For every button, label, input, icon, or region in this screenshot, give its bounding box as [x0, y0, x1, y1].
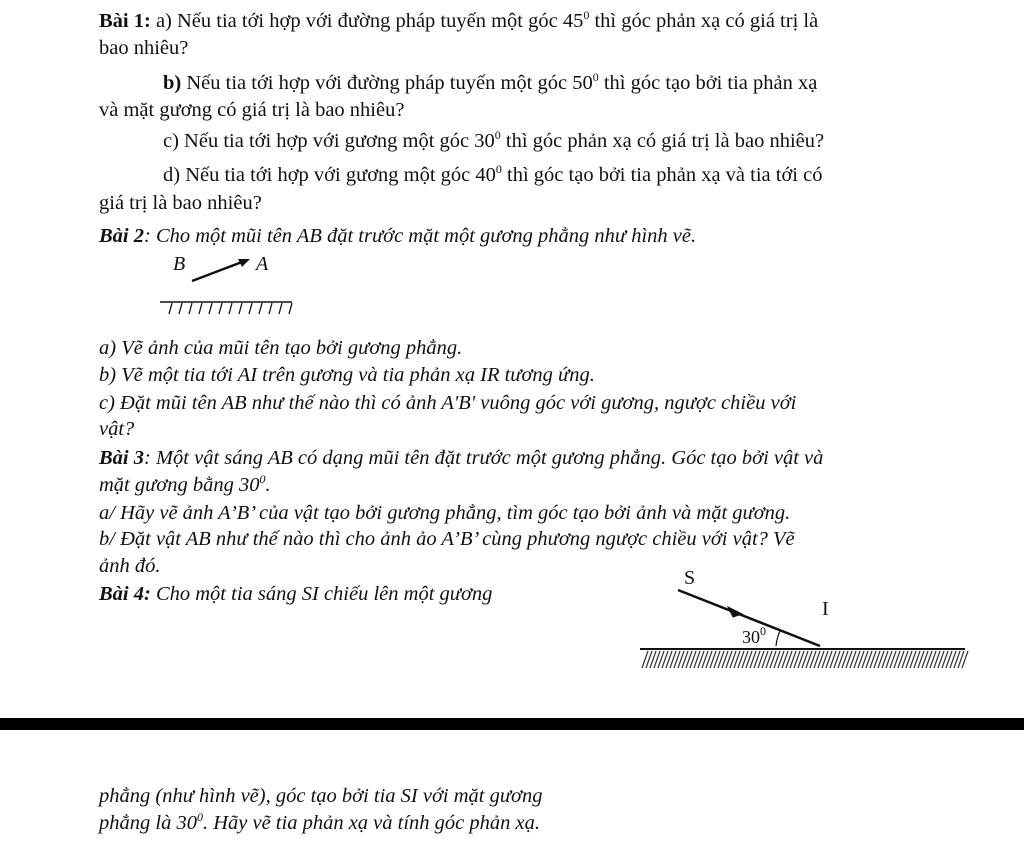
bai1-a-line2: bao nhiêu?	[99, 37, 189, 59]
angle-arc	[776, 631, 780, 646]
bai4-cont-line1: phẳng (như hình vẽ), góc tạo bởi tia SI với mặt gương	[99, 785, 543, 807]
angle-value: 30	[742, 627, 760, 647]
degree-sup: 0	[196, 810, 203, 824]
bai1-b-text: Nếu tia tới hợp với đường pháp tuyến một góc 50	[181, 72, 593, 94]
bai2-label-a: A	[256, 253, 269, 275]
bai4-cont-line2	[99, 810, 540, 836]
bai3-line2-end: .	[265, 474, 271, 496]
bai1-c-text: c) Nếu tia tới hợp với gương một góc 30	[163, 130, 495, 152]
bai3-b-line1: b/ Đặt vật AB như thế nào thì cho ảnh ảo A’B’ cùng phương ngược chiều với vật? Vẽ	[99, 528, 795, 550]
bai2-c-line1: c) Đặt mũi tên AB như thế nào thì có ảnh A'B' vuông góc với gương, ngược chiều với	[99, 392, 797, 414]
bai3-line2-text: mặt gương bằng 30	[99, 474, 260, 496]
bai2-title: Bài 2	[99, 225, 144, 247]
bai1-c-text-end: thì góc phản xạ có giá trị là bao nhiêu?	[500, 130, 825, 152]
bai4-label-i: I	[822, 598, 829, 620]
bai3-title: Bài 3	[99, 447, 144, 469]
bai4-label-s: S	[684, 567, 696, 589]
bai1-b-line2: và mặt gương có giá trị là bao nhiêu?	[99, 99, 405, 121]
bai2-a: a) Vẽ ảnh của mũi tên tạo bởi gương phẳng.	[99, 337, 463, 359]
bai2-label-b: B	[173, 253, 186, 275]
bai1-b-text-end: thì góc tạo bởi tia phản xạ	[598, 72, 818, 94]
bai4-line1-text: Cho một tia sáng SI chiếu lên một gương	[150, 583, 493, 605]
bai3-b-line2: ảnh đó.	[99, 555, 161, 577]
bai3-line1-text: : Một vật sáng AB có dạng mũi tên đặt trước một gương phẳng. Góc tạo bởi vật và	[144, 447, 824, 469]
bai1-a-text: a) Nếu tia tới hợp với đường pháp tuyến một góc 45	[155, 10, 584, 32]
degree-sup: 0	[495, 162, 502, 176]
page-divider	[0, 718, 1024, 730]
bai1-d-text-end: thì góc tạo bởi tia phản xạ và tia tới có	[501, 164, 823, 186]
bai2-intro-text: : Cho một mũi tên AB đặt trước mặt một gương phẳng như hình vẽ.	[144, 225, 697, 247]
ray-si	[678, 590, 820, 646]
bai4-title: Bài 4:	[99, 583, 151, 605]
bai2-b: b) Vẽ một tia tới AI trên gương và tia phản xạ IR tương ứng.	[99, 364, 595, 386]
bai4-cont-line2-end: . Hãy vẽ tia phản xạ và tính góc phản xạ.	[202, 812, 540, 834]
degree-sup: 0	[494, 128, 501, 142]
bai1-d-line2: giá trị là bao nhiêu?	[99, 192, 262, 214]
bai1-a-text-end: thì góc phản xạ có giá trị là	[589, 10, 819, 32]
bai1-b-label: b)	[163, 72, 182, 94]
degree-sup: 0	[760, 624, 766, 638]
degree-sup: 0	[259, 472, 266, 486]
degree-sup: 0	[592, 70, 599, 84]
degree-sup: 0	[583, 8, 590, 22]
bai3-a: a/ Hãy vẽ ảnh A’B’ của vật tạo bởi gương phẳng, tìm góc tạo bởi ảnh và mặt gương.	[99, 502, 791, 524]
bai1-title: Bài 1:	[99, 10, 151, 32]
bai2-c-line2: vật?	[99, 418, 135, 440]
bai4-mirror-hatching	[642, 651, 968, 668]
bai1-d-text: d) Nếu tia tới hợp với gương một góc 40	[163, 164, 496, 186]
bai4-cont-line2-text: phẳng là 30	[99, 812, 197, 834]
